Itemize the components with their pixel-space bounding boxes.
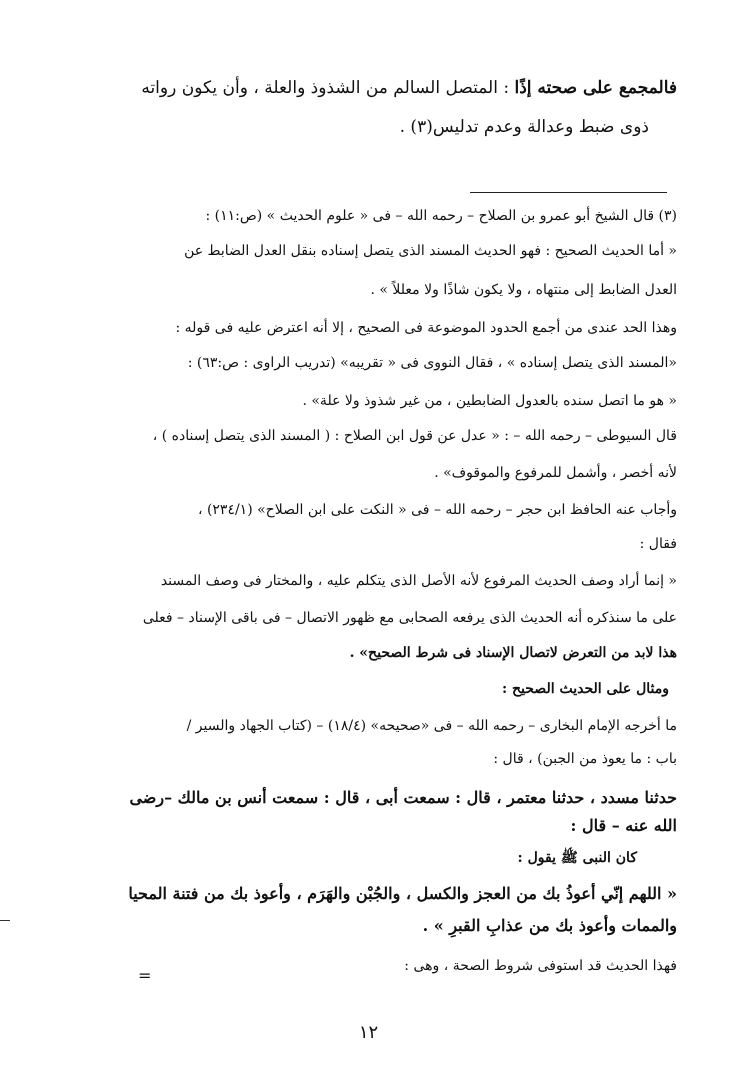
main-text-bold-lead: فالمجمع على صحته إذًا [514, 78, 677, 98]
footnote-line: «المسند الذى يتصل إسناده » ، فقال النووى فى « تقريبه» (تدريب الراوى : ص:٦٣) : [187, 355, 677, 371]
main-text-line-1-rest: : المتصل السالم من الشذوذ والعلة ، وأن يكون رواته [141, 78, 515, 98]
continuation-mark: = [138, 966, 152, 985]
footnote-line: والممات وأعوذ بك من عذابِ القبرِ » . [422, 916, 677, 935]
footnote-line: الله عنه – قال : [570, 816, 677, 835]
margin-mark [0, 920, 10, 921]
footnote-line: « هو ما اتصل سنده بالعدول الضابطين ، من غير شذوذ ولا علة» . [302, 393, 677, 409]
footnote-line: لأنه أخصر ، وأشمل للمرفوع والموقوف» . [434, 465, 677, 481]
footnote-line: قال السيوطى – رحمه الله – : « عدل عن قول ابن الصلاح : ( المسند الذى يتصل إسناده ) ، [152, 428, 677, 444]
footnote-separator [470, 192, 667, 193]
footnote-line: كان النبى ﷺ يقول : [517, 850, 637, 866]
main-text-line-2: ذوى ضبط وعدالة وعدم تدليس(٣) . [399, 117, 649, 137]
main-text-line-1 [141, 78, 677, 98]
footnote-line: فقال : [639, 536, 677, 552]
footnote-line: (٣) قال الشيخ أبو عمرو بن الصلاح – رحمه الله – فى « علوم الحديث » (ص:١١) : [205, 208, 677, 224]
footnote-line: وهذا الحد عندى من أجمع الحدود الموضوعة فى الصحيح ، إلا أنه اعترض عليه فى قوله : [175, 320, 677, 336]
page-number: ١٢ [358, 1022, 379, 1043]
footnote-line: « أما الحديث الصحيح : فهو الحديث المسند الذى يتصل إسناده بنقل العدل الضابط عن [184, 243, 677, 259]
footnote-line: هذا لابد من التعرض لاتصال الإسناد فى شرط الصحيح» . [349, 645, 677, 661]
footnote-line: حدثنا مسدد ، حدثنا معتمر ، قال : سمعت أبى ، قال : سمعت أنس بن مالك –رضى [129, 788, 677, 807]
footnote-line: العدل الضابط إلى منتهاه ، ولا يكون شاذًا ولا معللاً » . [370, 282, 677, 298]
footnote-line: « اللهم إنّي أعوذُ بك من العجز والكسل ، والجُبْن والهَرَم ، وأعوذ بك من فتنة المحيا [128, 884, 677, 903]
footnote-line: باب : ما يعوذ من الجبن) ، قال : [493, 751, 677, 767]
footnote-line: وأجاب عنه الحافظ ابن حجر – رحمه الله – فى « النكت على ابن الصلاح» (٢٣٤/١) ، [197, 502, 677, 518]
footnote-line: « إنما أراد وصف الحديث المرفوع لأنه الأصل الذى يتكلم عليه ، والمختار فى وصف المسند [160, 573, 677, 589]
footnote-line: ومثال على الحديث الصحيح : [501, 681, 669, 697]
footnote-line: على ما سنذكره أنه الحديث الذى يرفعه الصحابى مع ظهور الاتصال – فى باقى الإسناد – فعلى [142, 610, 677, 626]
footnote-line: فهذا الحديث قد استوفى شروط الصحة ، وهى : [404, 958, 677, 974]
footnote-line: ما أخرجه الإمام البخارى – رحمه الله – فى «صحيحه» (١٨/٤) – (كتاب الجهاد والسير / [186, 718, 677, 734]
